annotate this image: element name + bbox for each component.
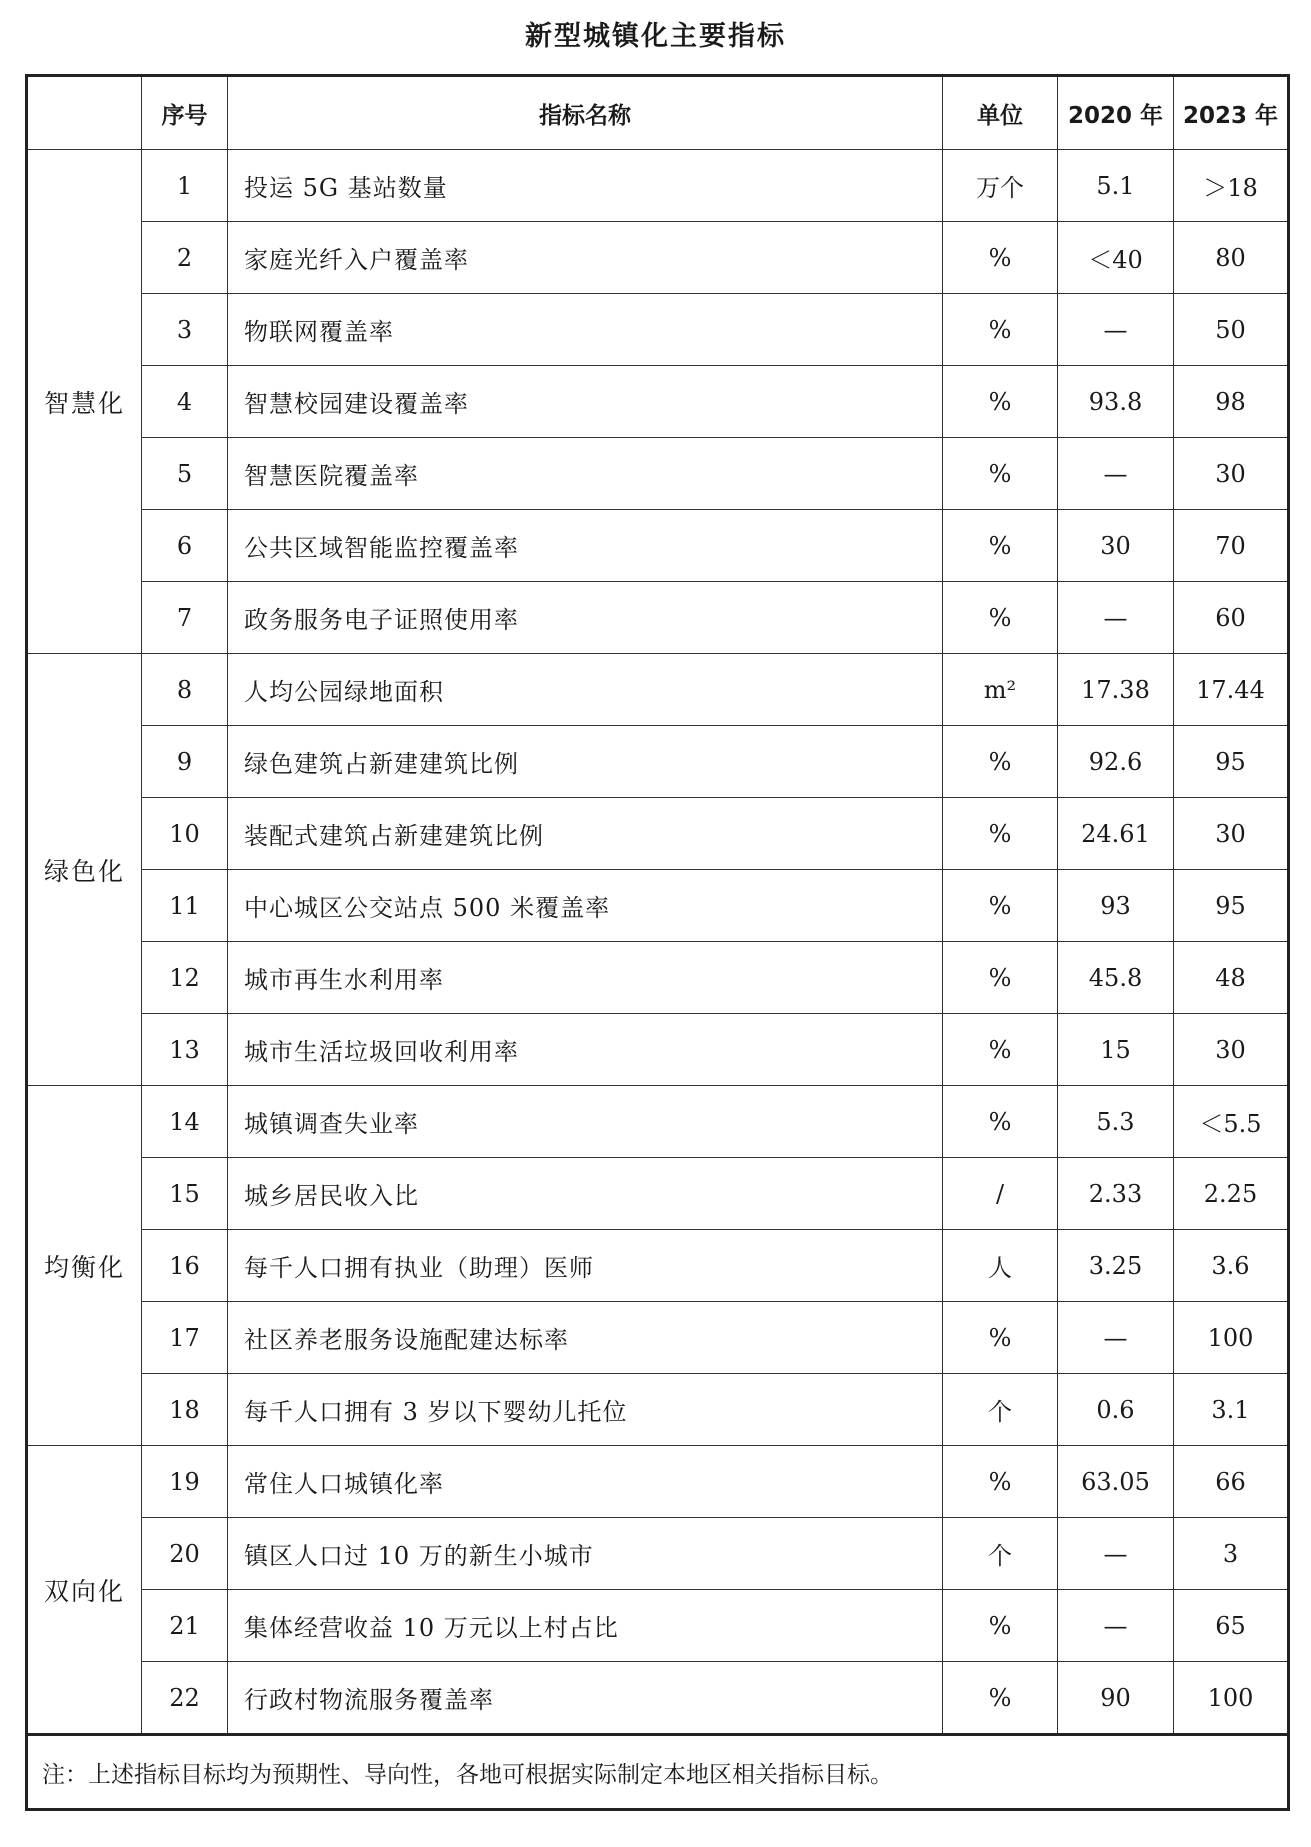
indicator-name: 每千人口拥有执业（助理）医师 <box>228 1230 943 1302</box>
indicator-name: 常住人口城镇化率 <box>228 1446 943 1518</box>
value-2023: 100 <box>1174 1302 1289 1374</box>
value-2020: ＜40 <box>1058 222 1174 294</box>
indicator-name: 公共区域智能监控覆盖率 <box>228 510 943 582</box>
value-2023: ＞18 <box>1174 150 1289 222</box>
row-number: 14 <box>142 1086 228 1158</box>
value-2020: — <box>1058 294 1174 366</box>
table-row <box>27 510 1289 582</box>
row-number: 22 <box>142 1662 228 1735</box>
value-2023: 17.44 <box>1174 654 1289 726</box>
unit-cell: % <box>943 870 1058 942</box>
header-no: 序号 <box>142 76 228 150</box>
unit-cell: 个 <box>943 1374 1058 1446</box>
unit-cell: 万个 <box>943 150 1058 222</box>
value-2020: 92.6 <box>1058 726 1174 798</box>
row-number: 1 <box>142 150 228 222</box>
indicator-name: 每千人口拥有 3 岁以下婴幼儿托位 <box>228 1374 943 1446</box>
value-2020: 17.38 <box>1058 654 1174 726</box>
value-2020: 0.6 <box>1058 1374 1174 1446</box>
unit-cell: % <box>943 222 1058 294</box>
row-number: 10 <box>142 798 228 870</box>
table-row <box>27 1662 1289 1735</box>
table-row <box>27 654 1289 726</box>
row-number: 2 <box>142 222 228 294</box>
value-2023: 80 <box>1174 222 1289 294</box>
table-row <box>27 294 1289 366</box>
note-row <box>27 1735 1289 1810</box>
value-2023: 66 <box>1174 1446 1289 1518</box>
table-title: 新型城镇化主要指标 <box>525 21 786 52</box>
indicator-name: 城市生活垃圾回收利用率 <box>228 1014 943 1086</box>
value-2020: 93 <box>1058 870 1174 942</box>
indicator-name: 物联网覆盖率 <box>228 294 943 366</box>
unit-cell: % <box>943 438 1058 510</box>
value-2020: 90 <box>1058 1662 1174 1735</box>
category-cell: 绿色化 <box>27 654 142 1086</box>
value-2023: 3.6 <box>1174 1230 1289 1302</box>
value-2023: 30 <box>1174 438 1289 510</box>
value-2023: 95 <box>1174 726 1289 798</box>
value-2023: 98 <box>1174 366 1289 438</box>
table-row <box>27 1446 1289 1518</box>
unit-cell: % <box>943 510 1058 582</box>
value-2020: 5.1 <box>1058 150 1174 222</box>
indicator-name: 镇区人口过 10 万的新生小城市 <box>228 1518 943 1590</box>
table-row <box>27 1014 1289 1086</box>
indicator-name: 行政村物流服务覆盖率 <box>228 1662 943 1735</box>
unit-cell: 个 <box>943 1518 1058 1590</box>
unit-cell: / <box>943 1158 1058 1230</box>
indicator-name: 城市再生水利用率 <box>228 942 943 1014</box>
table-row <box>27 726 1289 798</box>
header-name: 指标名称 <box>228 76 943 150</box>
row-number: 7 <box>142 582 228 654</box>
indicator-name: 城乡居民收入比 <box>228 1158 943 1230</box>
indicator-name: 家庭光纤入户覆盖率 <box>228 222 943 294</box>
value-2023: 3.1 <box>1174 1374 1289 1446</box>
row-number: 11 <box>142 870 228 942</box>
value-2023: 100 <box>1174 1662 1289 1735</box>
row-number: 16 <box>142 1230 228 1302</box>
table-row <box>27 942 1289 1014</box>
table-row <box>27 1158 1289 1230</box>
value-2023: 95 <box>1174 870 1289 942</box>
table-row <box>27 366 1289 438</box>
row-number: 17 <box>142 1302 228 1374</box>
value-2020: 45.8 <box>1058 942 1174 1014</box>
value-2023: 48 <box>1174 942 1289 1014</box>
row-number: 13 <box>142 1014 228 1086</box>
category-cell: 双向化 <box>27 1446 142 1735</box>
unit-cell: % <box>943 1014 1058 1086</box>
row-number: 15 <box>142 1158 228 1230</box>
row-number: 4 <box>142 366 228 438</box>
value-2023: 65 <box>1174 1590 1289 1662</box>
indicator-name: 绿色建筑占新建建筑比例 <box>228 726 943 798</box>
header-row <box>27 76 1289 150</box>
value-2023: 3 <box>1174 1518 1289 1590</box>
table-note: 注：上述指标目标均为预期性、导向性，各地可根据实际制定本地区相关指标目标。 <box>27 1735 1289 1810</box>
unit-cell: % <box>943 582 1058 654</box>
value-2020: 3.25 <box>1058 1230 1174 1302</box>
header-category <box>27 76 142 150</box>
table-row <box>27 798 1289 870</box>
indicator-name: 装配式建筑占新建建筑比例 <box>228 798 943 870</box>
indicator-name: 智慧校园建设覆盖率 <box>228 366 943 438</box>
table-row <box>27 1374 1289 1446</box>
row-number: 6 <box>142 510 228 582</box>
header-unit: 单位 <box>943 76 1058 150</box>
unit-cell: 人 <box>943 1230 1058 1302</box>
unit-cell: % <box>943 366 1058 438</box>
value-2020: 24.61 <box>1058 798 1174 870</box>
row-number: 12 <box>142 942 228 1014</box>
table-row <box>27 1302 1289 1374</box>
value-2020: — <box>1058 1518 1174 1590</box>
value-2020: 2.33 <box>1058 1158 1174 1230</box>
table-row <box>27 150 1289 222</box>
table-row <box>27 438 1289 510</box>
indicator-name: 中心城区公交站点 500 米覆盖率 <box>228 870 943 942</box>
indicator-table <box>25 74 1290 1811</box>
unit-cell: % <box>943 294 1058 366</box>
unit-cell: % <box>943 1302 1058 1374</box>
row-number: 20 <box>142 1518 228 1590</box>
value-2023: 30 <box>1174 798 1289 870</box>
unit-cell: % <box>943 1590 1058 1662</box>
table-row <box>27 1590 1289 1662</box>
header-2023: 2023 年 <box>1174 76 1289 150</box>
indicator-name: 投运 5G 基站数量 <box>228 150 943 222</box>
unit-cell: m² <box>943 654 1058 726</box>
row-number: 8 <box>142 654 228 726</box>
indicator-name: 城镇调查失业率 <box>228 1086 943 1158</box>
unit-cell: % <box>943 1446 1058 1518</box>
value-2023: 70 <box>1174 510 1289 582</box>
table-row <box>27 222 1289 294</box>
row-number: 9 <box>142 726 228 798</box>
row-number: 5 <box>142 438 228 510</box>
indicator-name: 社区养老服务设施配建达标率 <box>228 1302 943 1374</box>
table-row <box>27 870 1289 942</box>
value-2020: — <box>1058 1590 1174 1662</box>
indicator-name: 智慧医院覆盖率 <box>228 438 943 510</box>
indicator-name: 政务服务电子证照使用率 <box>228 582 943 654</box>
value-2023: ＜5.5 <box>1174 1086 1289 1158</box>
unit-cell: % <box>943 1662 1058 1735</box>
table-row <box>27 1518 1289 1590</box>
row-number: 21 <box>142 1590 228 1662</box>
category-cell: 智慧化 <box>27 150 142 654</box>
value-2023: 2.25 <box>1174 1158 1289 1230</box>
table-row <box>27 582 1289 654</box>
value-2020: 63.05 <box>1058 1446 1174 1518</box>
unit-cell: % <box>943 942 1058 1014</box>
value-2020: — <box>1058 1302 1174 1374</box>
row-number: 3 <box>142 294 228 366</box>
unit-cell: % <box>943 1086 1058 1158</box>
table-body <box>27 150 1289 1735</box>
indicator-name: 人均公园绿地面积 <box>228 654 943 726</box>
value-2020: 30 <box>1058 510 1174 582</box>
value-2023: 50 <box>1174 294 1289 366</box>
value-2023: 30 <box>1174 1014 1289 1086</box>
value-2020: — <box>1058 582 1174 654</box>
unit-cell: % <box>943 798 1058 870</box>
indicator-name: 集体经营收益 10 万元以上村占比 <box>228 1590 943 1662</box>
row-number: 18 <box>142 1374 228 1446</box>
category-cell: 均衡化 <box>27 1086 142 1446</box>
value-2020: 15 <box>1058 1014 1174 1086</box>
value-2020: 5.3 <box>1058 1086 1174 1158</box>
unit-cell: % <box>943 726 1058 798</box>
row-number: 19 <box>142 1446 228 1518</box>
table-row <box>27 1230 1289 1302</box>
table-row <box>27 1086 1289 1158</box>
value-2020: — <box>1058 438 1174 510</box>
value-2020: 93.8 <box>1058 366 1174 438</box>
value-2023: 60 <box>1174 582 1289 654</box>
header-2020: 2020 年 <box>1058 76 1174 150</box>
